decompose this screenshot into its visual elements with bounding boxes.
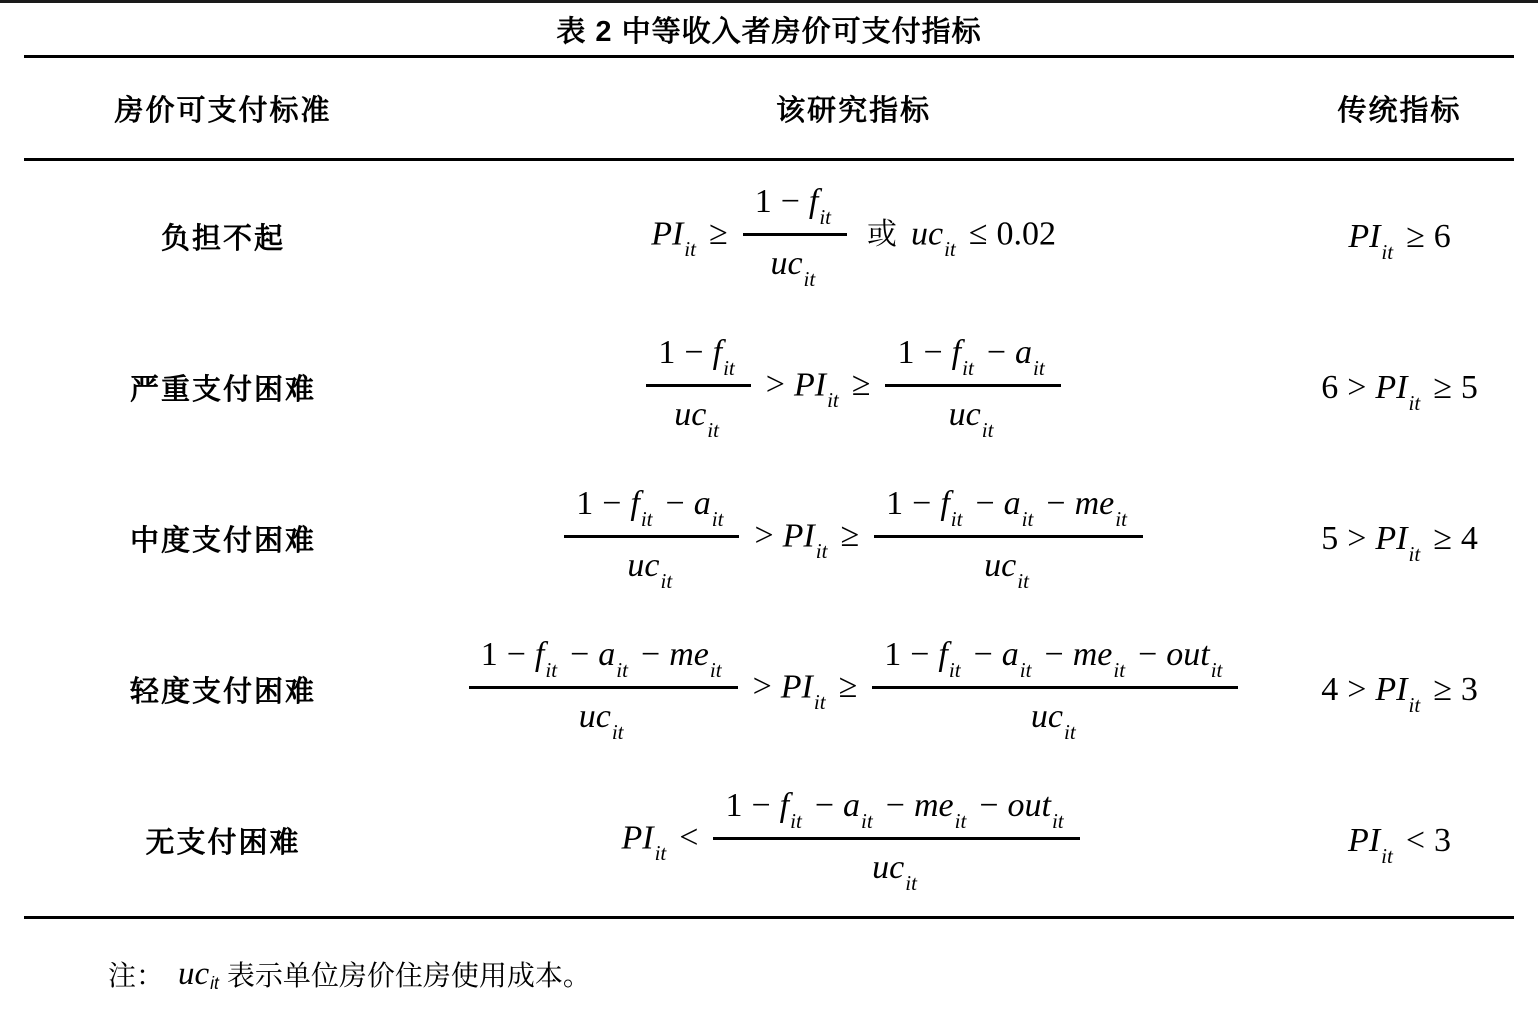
fraction: $\frac{\text{1 − fit}}{\text{ucit}}$	[743, 180, 847, 285]
math-variable: uc	[984, 547, 1017, 584]
table-row	[0, 614, 1538, 765]
math-operator: −	[1138, 635, 1158, 673]
formula-cell: PIit < $\frac{\text{1 − fit − ait − meit − outit}}{\text{ucit}}$	[446, 788, 1261, 893]
math-variable: PI	[780, 668, 813, 706]
math-variable: uc	[872, 849, 905, 886]
math-operator: −	[506, 635, 526, 673]
fraction: $\frac{\text{1 − fit − ait}}{\text{ucit}}$	[885, 331, 1060, 436]
table-note: 注： uc it 表示单位房价住房使用成本。	[108, 955, 591, 993]
math-number: 5	[1321, 519, 1339, 557]
formula-cell: $\frac{\text{1 − fit − ait}}{\text{ucit}}$ > PIit ≥ $\frac{\text{1 − fit − ait − meit}}{\text{ucit}}$	[446, 486, 1261, 591]
table-header-row	[0, 58, 1538, 158]
math-variable: a	[843, 786, 861, 824]
math-variable: me	[913, 786, 954, 824]
math-operator: −	[780, 182, 800, 220]
math-variable: f	[534, 635, 545, 673]
math-variable: uc	[948, 396, 981, 433]
traditional-cell: 5 > PIit ≥ 4	[1321, 519, 1478, 566]
math-number: 1	[480, 635, 498, 673]
math-variable: uc	[910, 215, 944, 253]
math-number: 4	[1460, 519, 1478, 557]
math-operator: −	[973, 635, 993, 673]
standard-cell: 无支付困难	[145, 827, 301, 859]
math-operator: ≥	[838, 668, 858, 706]
math-variable: a	[693, 484, 711, 522]
math-variable: uc	[627, 547, 660, 584]
math-operator: ≥	[851, 366, 871, 404]
math-operator: >	[752, 668, 772, 706]
math-operator: ≥	[1433, 368, 1452, 406]
fraction: $\frac{\text{1 − fit}}{\text{ucit}}$	[646, 331, 750, 436]
table-title: 表 2 中等收入者房价可支付指标	[556, 15, 982, 48]
math-variable: out	[1007, 786, 1051, 824]
formula-cell: $\frac{\text{1 − fit − ait − meit}}{\text{ucit}}$ > PIit ≥ $\frac{\text{1 − fit − ait − meit − outit}}{\text{ucit}}$	[446, 637, 1261, 742]
standard-cell: 严重支付困难	[130, 374, 317, 406]
math-variable: a	[1001, 635, 1019, 673]
math-variable: f	[630, 484, 640, 522]
math-variable: PI	[1375, 519, 1408, 557]
math-operator: ≥	[840, 517, 860, 555]
math-operator: <	[679, 819, 699, 857]
header-standard: 房价可支付标准	[114, 94, 332, 127]
math-operator: −	[665, 484, 685, 522]
math-variable: a	[1003, 484, 1021, 522]
math-variable: PI	[793, 366, 827, 404]
math-number: 3	[1460, 670, 1478, 708]
fraction: $\frac{\text{1 − fit − ait − meit − outit}}{\text{ucit}}$	[872, 633, 1238, 738]
math-variable: uc	[674, 396, 707, 433]
formula-cell: PIit ≥ $\frac{\text{1 − fit}}{\text{ucit}}$ 或 ucit ≤ 0.02	[446, 184, 1261, 289]
math-operator: ≥	[1433, 519, 1452, 557]
table-body	[0, 161, 1538, 916]
math-variable: a	[1015, 333, 1032, 371]
math-variable: PI	[621, 819, 654, 857]
traditional-cell: 4 > PIit ≥ 3	[1321, 670, 1478, 717]
math-operator: −	[1046, 484, 1066, 522]
fraction: $\frac{\text{1 − fit − ait − meit − outit}}{\text{ucit}}$	[713, 784, 1079, 889]
math-number: 3	[1434, 821, 1452, 859]
table-row	[0, 463, 1538, 614]
traditional-cell: PIit ≥ 6	[1348, 217, 1451, 264]
header-traditional-indicator: 传统指标	[1337, 94, 1462, 127]
math-variable: uc	[770, 245, 803, 282]
math-operator: −	[885, 786, 905, 824]
math-operator: −	[814, 786, 835, 824]
math-operator: −	[570, 635, 590, 673]
math-number: 1	[576, 484, 594, 522]
math-number: 1	[754, 182, 772, 220]
math-text: 或	[867, 218, 897, 252]
math-number: 6	[1321, 368, 1339, 406]
math-operator: >	[1347, 670, 1367, 708]
math-operator: ≥	[709, 215, 728, 253]
math-variable: f	[938, 635, 948, 673]
math-operator: −	[910, 635, 930, 673]
math-operator: −	[751, 786, 771, 824]
math-operator: ≥	[1433, 670, 1452, 708]
math-variable: a	[598, 635, 616, 673]
traditional-cell: 6 > PIit ≥ 5	[1321, 368, 1478, 415]
math-text: 表示单位房价住房使用成本。	[226, 960, 591, 991]
math-operator: −	[975, 484, 995, 522]
math-variable: me	[669, 635, 709, 673]
math-operator: >	[754, 517, 774, 555]
math-variable: f	[712, 333, 723, 371]
math-operator: −	[912, 484, 932, 522]
math-variable: PI	[1348, 217, 1381, 255]
fraction: $\frac{\text{1 − fit − ait − meit}}{\text{ucit}}$	[874, 482, 1143, 587]
math-operator: −	[986, 333, 1006, 371]
math-variable: f	[808, 182, 819, 220]
traditional-cell: PIit < 3	[1348, 821, 1452, 868]
formula-cell: $\frac{\text{1 − fit}}{\text{ucit}}$ > PIit ≥ $\frac{\text{1 − fit − ait}}{\text{ucit}}$	[446, 335, 1261, 440]
fraction: $\frac{\text{1 − fit − ait}}{\text{ucit}}$	[564, 482, 739, 587]
math-text: 注：	[108, 960, 165, 991]
math-variable: me	[1074, 484, 1115, 522]
table-row	[0, 312, 1538, 463]
math-operator: >	[1347, 519, 1367, 557]
math-variable: f	[779, 786, 790, 824]
table-row	[0, 765, 1538, 916]
math-variable: PI	[1375, 368, 1408, 406]
math-number: 1	[658, 333, 676, 371]
math-variable: me	[1072, 635, 1113, 673]
math-operator: −	[923, 333, 943, 371]
math-operator: −	[684, 333, 704, 371]
math-operator: ≤	[968, 215, 988, 253]
fraction: $\frac{\text{1 − fit − ait − meit}}{\text{ucit}}$	[469, 633, 738, 738]
header-study-indicator: 该研究指标	[776, 94, 932, 127]
standard-cell: 负担不起	[161, 223, 286, 255]
math-operator: −	[979, 786, 999, 824]
standard-cell: 中度支付困难	[130, 525, 317, 557]
math-number: 1	[725, 786, 743, 824]
math-number: 6	[1433, 217, 1451, 255]
math-number: 5	[1460, 368, 1478, 406]
math-variable: PI	[1348, 821, 1381, 859]
math-operator: >	[1347, 368, 1367, 406]
math-variable: f	[951, 333, 962, 371]
standard-cell: 轻度支付困难	[130, 676, 317, 708]
math-operator: −	[602, 484, 622, 522]
math-operator: ≥	[1406, 217, 1425, 255]
math-operator: <	[1405, 821, 1426, 859]
table-row	[0, 161, 1538, 312]
math-variable: PI	[782, 517, 815, 555]
math-operator: −	[1044, 635, 1064, 673]
math-variable: PI	[651, 215, 684, 253]
math-number: 1	[884, 635, 902, 673]
math-variable: out	[1166, 635, 1210, 673]
math-operator: −	[641, 635, 661, 673]
math-number: 4	[1321, 670, 1339, 708]
math-variable: uc	[1030, 698, 1064, 735]
math-number: 1	[897, 333, 915, 371]
math-variable: uc	[178, 955, 210, 992]
math-number: 1	[886, 484, 904, 522]
math-number: 0.02	[996, 215, 1056, 253]
math-variable: PI	[1375, 670, 1408, 708]
math-variable: uc	[578, 698, 611, 735]
math-operator: >	[765, 366, 785, 404]
math-variable: f	[940, 484, 950, 522]
